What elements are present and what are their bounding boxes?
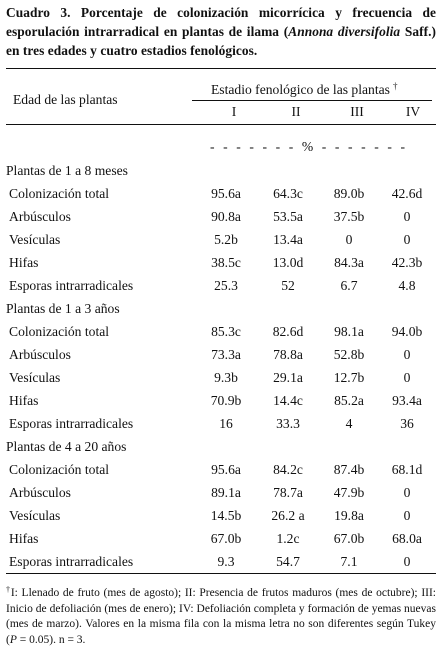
value-cell-stage-2: 13.4a <box>273 232 303 247</box>
edad-header: Edad de las plantas <box>13 92 118 107</box>
row-label: Arbúsculos <box>9 347 71 362</box>
table-row <box>6 320 436 343</box>
value-cell-stage-4: 94.0b <box>391 324 423 339</box>
table-caption <box>6 3 436 60</box>
table-row <box>6 343 436 366</box>
value-cell-stage-3: 52.8b <box>333 347 365 362</box>
value-cell-stage-2: 1.2c <box>276 531 300 546</box>
value-cell-stage-3: 84.3a <box>334 255 364 270</box>
section-title-row <box>6 159 436 182</box>
table-row <box>6 251 436 274</box>
table-bottom-rule <box>6 573 436 574</box>
table-row <box>6 228 436 251</box>
value-cell-stage-2: 53.5a <box>273 209 303 224</box>
value-cell-stage-1: 85.3c <box>211 324 241 339</box>
table-row <box>6 366 436 389</box>
value-cell-stage-4: 0 <box>403 554 411 569</box>
value-cell-stage-1: 5.2b <box>214 232 238 247</box>
value-cell-stage-3: 89.0b <box>333 186 365 201</box>
value-cell-stage-1: 67.0b <box>210 531 242 546</box>
value-cell-stage-2: 14.4c <box>273 393 303 408</box>
row-label: Hifas <box>9 255 39 270</box>
value-cell-stage-1: 95.6a <box>211 462 241 477</box>
estadio-dagger: † <box>392 81 398 91</box>
value-cell-stage-2: 64.3c <box>273 186 303 201</box>
value-cell-stage-4: 42.6d <box>391 186 423 201</box>
estadio-header-text: Estadio fenológico de las plantas <box>211 82 390 97</box>
value-cell-stage-4: 0 <box>403 232 411 247</box>
unit-row <box>6 137 436 159</box>
value-cell-stage-3: 6.7 <box>340 278 358 293</box>
value-cell-stage-4: 0 <box>403 508 411 523</box>
value-cell-stage-3: 12.7b <box>333 370 365 385</box>
value-cell-stage-2: 84.2c <box>273 462 303 477</box>
value-cell-stage-3: 67.0b <box>333 531 365 546</box>
stage-header-2: II <box>291 104 301 119</box>
row-label: Esporas intrarradicales <box>9 416 134 431</box>
value-cell-stage-2: 82.6d <box>272 324 304 339</box>
estadio-header <box>211 81 397 98</box>
value-cell-stage-4: 4.8 <box>398 278 416 293</box>
value-cell-stage-1: 38.5c <box>211 255 241 270</box>
footnote-text-1: I: Llenado de fruto (mes de agosto); II: Presencia de frutos maduros (mes de octubre); III: Inicio de defoliación (mes de enero); IV: Defoliación completa y formación de yemas nuevas (mes de marzo). Valores en la misma fila con la misma letra no son diferentes según Tukey ( <box>6 587 437 646</box>
value-cell-stage-1: 16 <box>219 416 233 431</box>
value-cell-stage-2: 29.1a <box>273 370 303 385</box>
value-cell-stage-2: 54.7 <box>276 554 300 569</box>
table-row <box>6 389 436 412</box>
row-label: Hifas <box>9 531 39 546</box>
caption-text-1: Cuadro 3. Porcentaje de colonización micorrícica y frecuencia de esporulación intrarradical en plantas de ilama ( <box>6 5 436 39</box>
table-header <box>6 69 436 137</box>
row-label: Colonización total <box>9 462 110 477</box>
value-cell-stage-1: 14.5b <box>210 508 242 523</box>
value-cell-stage-1: 25.3 <box>214 278 238 293</box>
value-cell-stage-1: 89.1a <box>211 485 241 500</box>
table-row <box>6 550 436 573</box>
value-cell-stage-3: 37.5b <box>333 209 365 224</box>
value-cell-stage-3: 98.1a <box>334 324 364 339</box>
value-cell-stage-2: 78.7a <box>273 485 303 500</box>
footnote-p-symbol: P <box>9 633 17 646</box>
table-row <box>6 274 436 297</box>
value-cell-stage-3: 0 <box>345 232 353 247</box>
table-footnote <box>6 582 436 648</box>
row-label: Esporas intrarradicales <box>9 278 134 293</box>
section-title: Plantas de 4 a 20 años <box>6 439 127 454</box>
table-row <box>6 527 436 550</box>
unit-label: - - - - - - - % - - - - - - - <box>210 139 408 154</box>
value-cell-stage-3: 85.2a <box>334 393 364 408</box>
value-cell-stage-1: 9.3 <box>217 554 235 569</box>
table-row <box>6 458 436 481</box>
value-cell-stage-1: 90.8a <box>211 209 241 224</box>
stage-header-1: I <box>231 104 237 119</box>
value-cell-stage-4: 0 <box>403 485 411 500</box>
row-label: Colonización total <box>9 186 110 201</box>
data-table <box>6 159 436 573</box>
value-cell-stage-3: 87.4b <box>333 462 365 477</box>
value-cell-stage-2: 78.8a <box>273 347 303 362</box>
estadio-rule <box>192 100 432 101</box>
value-cell-stage-3: 47.9b <box>333 485 365 500</box>
section-title: Plantas de 1 a 3 años <box>6 301 120 316</box>
value-cell-stage-4: 42.3b <box>391 255 423 270</box>
stage-header-3: III <box>350 104 364 119</box>
table-row <box>6 481 436 504</box>
table-row <box>6 205 436 228</box>
value-cell-stage-2: 26.2 a <box>271 508 305 523</box>
stage-header-4: IV <box>405 104 421 119</box>
section-title-row <box>6 297 436 320</box>
section-title: Plantas de 1 a 8 meses <box>6 163 128 178</box>
value-cell-stage-2: 52 <box>281 278 295 293</box>
row-label: Vesículas <box>9 232 61 247</box>
value-cell-stage-4: 0 <box>403 209 411 224</box>
table-row <box>6 412 436 435</box>
row-label: Colonización total <box>9 324 110 339</box>
row-label: Esporas intrarradicales <box>9 554 134 569</box>
value-cell-stage-1: 95.6a <box>211 186 241 201</box>
caption-text-2: Saff.) en tres edades y cuatro estadios fenológicos. <box>6 24 436 58</box>
caption-species: Annona diversifolia <box>288 24 401 39</box>
value-cell-stage-4: 0 <box>403 347 411 362</box>
value-cell-stage-2: 33.3 <box>276 416 300 431</box>
value-cell-stage-4: 68.1d <box>391 462 423 477</box>
section-title-row <box>6 435 436 458</box>
value-cell-stage-3: 19.8a <box>334 508 364 523</box>
value-cell-stage-2: 13.0d <box>272 255 304 270</box>
value-cell-stage-3: 4 <box>345 416 353 431</box>
row-label: Vesículas <box>9 370 61 385</box>
value-cell-stage-4: 93.4a <box>392 393 422 408</box>
footnote-text-2: = 0.05). n = 3. <box>16 633 86 646</box>
row-label: Arbúsculos <box>9 209 71 224</box>
value-cell-stage-1: 73.3a <box>211 347 241 362</box>
row-label: Arbúsculos <box>9 485 71 500</box>
value-cell-stage-3: 7.1 <box>340 554 358 569</box>
value-cell-stage-4: 36 <box>400 416 414 431</box>
row-label: Vesículas <box>9 508 61 523</box>
value-cell-stage-1: 9.3b <box>214 370 238 385</box>
header-bottom-rule <box>6 124 436 125</box>
value-cell-stage-4: 0 <box>403 370 411 385</box>
table-row <box>6 504 436 527</box>
value-cell-stage-1: 70.9b <box>210 393 242 408</box>
table-row <box>6 182 436 205</box>
row-label: Hifas <box>9 393 39 408</box>
footnote-dagger: † <box>6 585 11 594</box>
table-body <box>6 159 436 573</box>
value-cell-stage-4: 68.0a <box>392 531 422 546</box>
